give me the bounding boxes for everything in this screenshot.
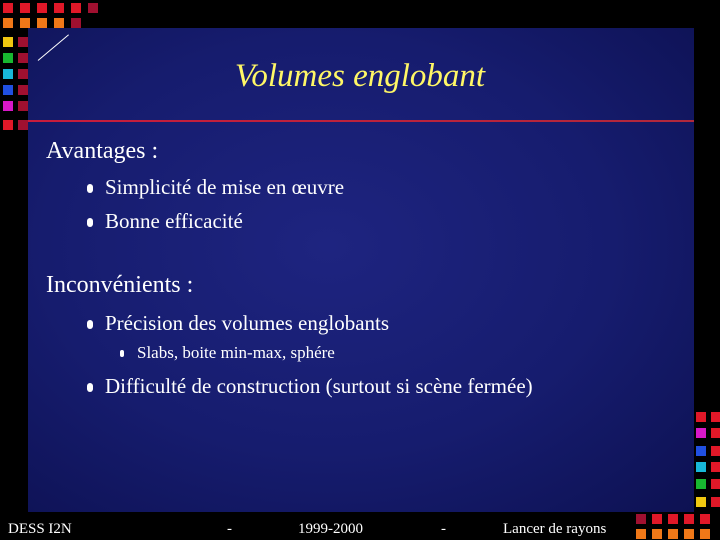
decorative-square xyxy=(37,3,47,13)
section-heading-inconvenients: Inconvénients : xyxy=(46,272,194,298)
slide-background xyxy=(28,28,694,512)
decorative-square xyxy=(668,529,678,539)
decorative-square xyxy=(37,18,47,28)
decorative-square xyxy=(20,18,30,28)
decorative-square xyxy=(668,514,678,524)
footer-separator: - xyxy=(441,521,446,537)
footer-date: 1999-2000 xyxy=(298,521,363,537)
decorative-square xyxy=(3,37,13,47)
bullet-icon xyxy=(87,383,93,392)
decorative-square xyxy=(684,529,694,539)
bullet-text: Difficulté de construction (surtout si scène fermée) xyxy=(105,374,533,398)
decorative-square xyxy=(711,462,720,472)
bullet-item xyxy=(105,175,344,200)
bullet-item xyxy=(105,311,389,336)
bullet-item xyxy=(105,209,243,234)
sub-bullet-item xyxy=(137,343,335,363)
decorative-square xyxy=(696,428,706,438)
sub-bullet-icon xyxy=(120,350,124,357)
bullet-text: Simplicité de mise en œuvre xyxy=(105,175,345,199)
decorative-square xyxy=(18,120,28,130)
bullet-text: Précision des volumes englobants xyxy=(105,311,390,335)
decorative-square xyxy=(711,412,720,422)
decorative-square xyxy=(3,101,13,111)
decorative-square xyxy=(71,18,81,28)
decorative-square xyxy=(3,18,13,28)
footer-separator: - xyxy=(227,521,232,537)
decorative-square xyxy=(711,497,720,507)
bullet-item xyxy=(105,374,533,399)
decorative-square xyxy=(88,3,98,13)
decorative-square xyxy=(636,514,646,524)
decorative-square xyxy=(711,428,720,438)
decorative-square xyxy=(696,446,706,456)
decorative-square xyxy=(3,3,13,13)
decorative-square xyxy=(711,479,720,489)
bullet-icon xyxy=(87,218,93,227)
title-underline xyxy=(28,120,694,122)
decorative-square xyxy=(652,529,662,539)
decorative-square xyxy=(696,479,706,489)
decorative-square xyxy=(711,446,720,456)
decorative-square xyxy=(700,529,710,539)
bullet-icon xyxy=(87,320,93,329)
decorative-square xyxy=(71,3,81,13)
decorative-square xyxy=(54,3,64,13)
footer-course: DESS I2N xyxy=(8,521,72,537)
sub-bullet-text: Slabs, boite min-max, sphére xyxy=(137,343,335,362)
decorative-square xyxy=(3,120,13,130)
decorative-square xyxy=(696,412,706,422)
decorative-square xyxy=(636,529,646,539)
decorative-square xyxy=(54,18,64,28)
decorative-square xyxy=(700,514,710,524)
decorative-square xyxy=(18,101,28,111)
decorative-square xyxy=(20,3,30,13)
footer-topic: Lancer de rayons xyxy=(503,521,607,537)
decorative-square xyxy=(696,462,706,472)
bullet-text: Bonne efficacité xyxy=(105,209,243,233)
decorative-square xyxy=(18,37,28,47)
decorative-square xyxy=(684,514,694,524)
bullet-icon xyxy=(87,184,93,193)
section-heading-avantages: Avantages : xyxy=(46,138,159,164)
decorative-square xyxy=(652,514,662,524)
decorative-square xyxy=(696,497,706,507)
slide-title: Volumes englobant xyxy=(234,58,486,94)
